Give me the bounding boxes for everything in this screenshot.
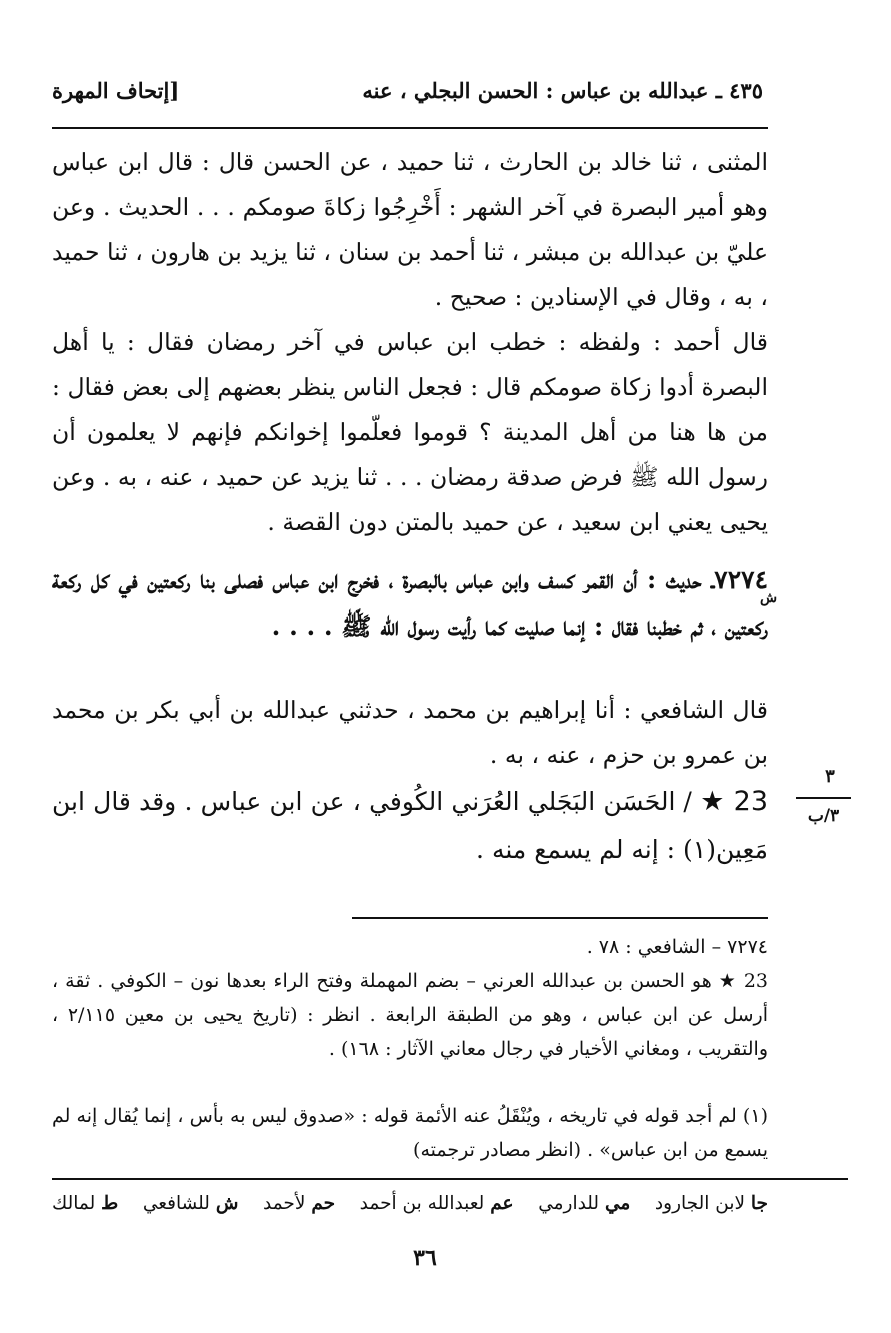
footnote-2: 23 ★ هو الحسن بن عبدالله العرني – بضم المهملة وفتح الراء بعدها نون – الكوفي . ثقة ، أرسل عن ابن عباس ، وهو من الطبقة الرابعة . انظر : (تاريخ يحيى بن معين ٢/١١٥ ، والتقريب ، ومغاني الأخيار في رجال معاني الآثار : ١٦٨) . [52, 970, 768, 1060]
source-mark: ش [760, 590, 778, 606]
narrator-entry [52, 778, 768, 874]
margin-folio-bottom: ٣/ب [807, 806, 840, 826]
abbrev-item: عم لعبدالله بن أحمد [359, 1193, 514, 1214]
footnote-rule [352, 917, 768, 919]
abbrev-item: حم لأحمد [263, 1193, 336, 1214]
narrator-star-number: 23 ★ [700, 786, 768, 817]
paragraph-3: قال الشافعي : أنا إبراهيم بن محمد ، حدثني عبدالله بن أبي بكر بن محمد بن عمرو بن حزم ، عنه ، به . [52, 696, 768, 769]
running-header-chapter: ٤٣٥ ـ عبدالله بن عباس : الحسن البجلي ، عنه [362, 78, 763, 103]
header-rule [52, 127, 768, 129]
narrator-text: / الحَسَن البَجَلي العُرَني الكُوفي ، عن ابن عباس . وقد قال ابن مَعِين(١) : إنه لم يسمع منه . [52, 787, 768, 864]
hadith-entry [52, 556, 768, 650]
hadith-text: ـ حديث : أن القمر كسف وابن عباس بالبصرة ، فخرج ابن عباس فصلى بنا ركعتين في كل ركعة ركعتين ، ثم خطبنا فقال : إنما صليت كما رأيت رسول الله ﷺ . . . . [52, 565, 768, 641]
page-number: ٣٦ [413, 1245, 437, 1271]
abbrev-item: ط لمالك [52, 1193, 119, 1214]
margin-folio-rule [796, 797, 851, 799]
abbreviation-key [52, 1193, 768, 1214]
paragraph-2: قال أحمد : ولفظه : خطب ابن عباس في آخر رمضان فقال : يا أهل البصرة أدوا زكاة صومكم قال : فجعل الناس ينظر بعضهم إلى بعض فقال : من ها هنا من أهل المدينة ؟ قوموا فعلّموا إخوانكم فإنهم لا يعلمون أن رسول الله ﷺ فرض صدقة رمضان . . . ثنا يزيد عن حميد ، عنه ، به . وعن يحيى يعني ابن سعيد ، عن حميد بالمتن دون القصة . [52, 328, 768, 536]
abbrev-item: ش للشافعي [142, 1193, 239, 1214]
abbrev-item: جا لابن الجارود [654, 1193, 768, 1214]
footnote-1: ٧٢٧٤ – الشافعي : ٧٨ . [586, 936, 768, 958]
hadith-number: ٧٢٧٤ [714, 565, 768, 594]
paragraph-1: المثنى ، ثنا خالد بن الحارث ، ثنا حميد ، عن الحسن قال : قال ابن عباس وهو أمير البصرة في آخر الشهر : أَخْرِجُوا زكاةَ صومكم . . . الحديث . وعن عليّ بن عبدالله بن مبشر ، ثنا أحمد بن سنان ، ثنا يزيد بن هارون ، ثنا حميد ، به ، وقال في الإسنادين : صحيح . [52, 148, 768, 311]
running-header-book: [إتحاف المهرة [52, 78, 180, 103]
bottom-rule [52, 1178, 848, 1180]
abbrev-item: مي للدارمي [538, 1193, 631, 1214]
footnote-3: (١) لم أجد قوله في تاريخه ، ويُنْقَلُ عنه الأئمة قوله : «صدوق ليس به بأس ، إنما يُقال إنه لم يسمع من ابن عباس» . (انظر مصادر ترجمته) [52, 1105, 768, 1161]
margin-folio-top: ٣ [825, 766, 835, 787]
